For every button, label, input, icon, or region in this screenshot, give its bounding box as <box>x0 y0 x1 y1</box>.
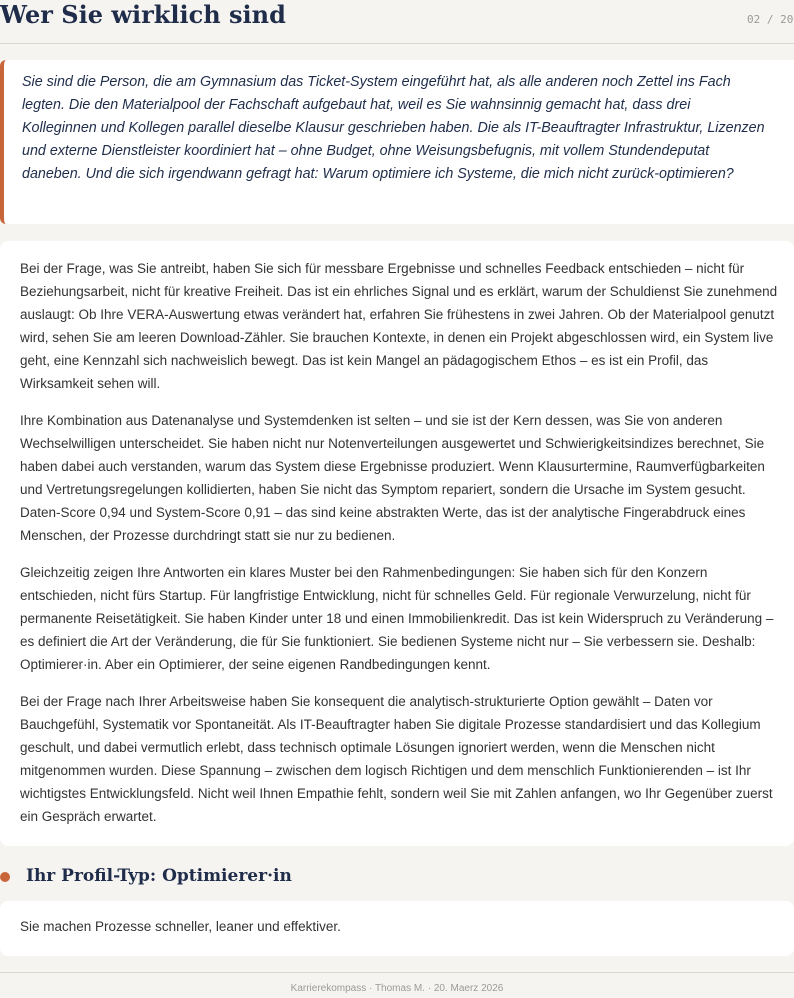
analysis-paragraph: Bei der Frage, was Sie antreibt, haben Sie sich für messbare Ergebnisse und schnelles Feedback entschieden – nicht für Beziehungsarbeit, nicht für kreative Freiheit. Das ist ein ehrliches Signal und es erklärt, warum der Schuldienst Sie zunehmend auslaugt: Ob Ihre VERA-Auswertung etwas verändert hat, erfahren Sie frühestens in zwei Jahren. Ob der Materialpool genutzt wird, sehen Sie am leeren Download-Zähler. Sie brauchen Kontexte, in denen ein Projekt abgeschlossen wird, ein System live geht, eine Kennzahl sich nachweislich bewegt. Das ist kein Mangel an pädagogischem Ethos – es ist ein Profil, das Wirksamkeit sehen will. <box>20 261 778 391</box>
page-counter: 02 / 20 <box>747 13 794 26</box>
profile-summary-text: Sie machen Prozesse schneller, leaner und effektiver. <box>20 919 341 934</box>
profile-type-heading <box>0 864 794 892</box>
profile-summary-card <box>0 901 794 956</box>
intro-quote-text: Sie sind die Person, die am Gymnasium das Ticket-System eingeführt hat, als alle anderen noch Zettel ins Fach legten. Die den Materialpool der Fachschaft aufgebaut hat, weil es Sie wahnsinnig gemacht hat, dass drei Kolleginnen und Kollegen parallel dieselbe Klausur geschrieben haben. Die als IT-Beauftragter Infrastruktur, Lizenzen und externe Dienstleister koordiniert hat – ohne Budget, ohne Weisungsbefugnis, mit vollem Stundendeputat daneben. Und die sich irgendwann gefragt hat: Warum optimiere ich Systeme, die mich nicht zurück-optimieren? <box>22 74 765 182</box>
analysis-card <box>0 241 794 846</box>
page-header <box>0 0 794 44</box>
analysis-paragraph: Ihre Kombination aus Datenanalyse und Systemdenken ist selten – und sie ist der Kern dessen, was Sie von anderen Wechselwilligen unterscheidet. Sie haben nicht nur Notenverteilungen ausgewertet und Schwierigkeitsindizes berechnet, Sie haben dabei auch verstanden, warum das System diese Ergebnisse produziert. Wenn Klausurtermine, Raumverfügbarkeiten und Vertretungsregelungen kollidierten, haben Sie nicht das Symptom repariert, sondern die Ursache im System gesucht. Daten-Score 0,94 und System-Score 0,91 – das sind keine abstrakten Werte, das ist der analytische Fingerabdruck eines Menschen, der Prozesse durchdringt statt sie nur zu bedienen. <box>20 413 765 543</box>
profile-type-title: Ihr Profil-Typ: Optimierer·in <box>26 866 292 886</box>
analysis-paragraph: Bei der Frage nach Ihrer Arbeitsweise haben Sie konsequent die analytisch-strukturierte Option gewählt – Daten vor Bauchgefühl, Systematik vor Spontaneität. Als IT-Beauftragter haben Sie digitale Prozesse standardisiert und das Kollegium geschult, und dabei vermutlich erlebt, dass technisch optimale Lösungen ignoriert werden, wenn die Menschen nicht mitgenommen wurden. Diese Spannung – zwischen dem logisch Richtigen und dem menschlich Funktionierenden – ist Ihr wichtigstes Entwicklungsfeld. Nicht weil Ihnen Empathie fehlt, sondern weil Sie mit Zahlen anfangen, wo Ihr Gegenüber zuerst ein Gespräch erwartet. <box>20 694 773 824</box>
footer-divider <box>0 972 794 973</box>
page-footer: Karrierekompass · Thomas M. · 20. Maerz 2026 <box>290 983 504 994</box>
intro-quote-card <box>0 60 794 224</box>
analysis-paragraph: Gleichzeitig zeigen Ihre Antworten ein klares Muster bei den Rahmenbedingungen: Sie haben sich für den Konzern entschieden, nicht fürs Startup. Für langfristige Entwicklung, nicht für schnelles Geld. Für regionale Verwurzelung, nicht für permanente Reisetätigkeit. Sie haben Kinder unter 18 und einen Immobilienkredit. Das ist kein Widerspruch zu Veränderung – es definiert die Art der Veränderung, die für Sie funktioniert. Sie bedienen Systeme nicht nur – Sie verbessern sie. Deshalb: Optimierer·in. Aber ein Optimierer, der seine eigenen Randbedingungen kennt. <box>20 565 774 672</box>
bullet-dot-icon <box>0 872 10 882</box>
page-title: Wer Sie wirklich sind <box>0 0 286 29</box>
